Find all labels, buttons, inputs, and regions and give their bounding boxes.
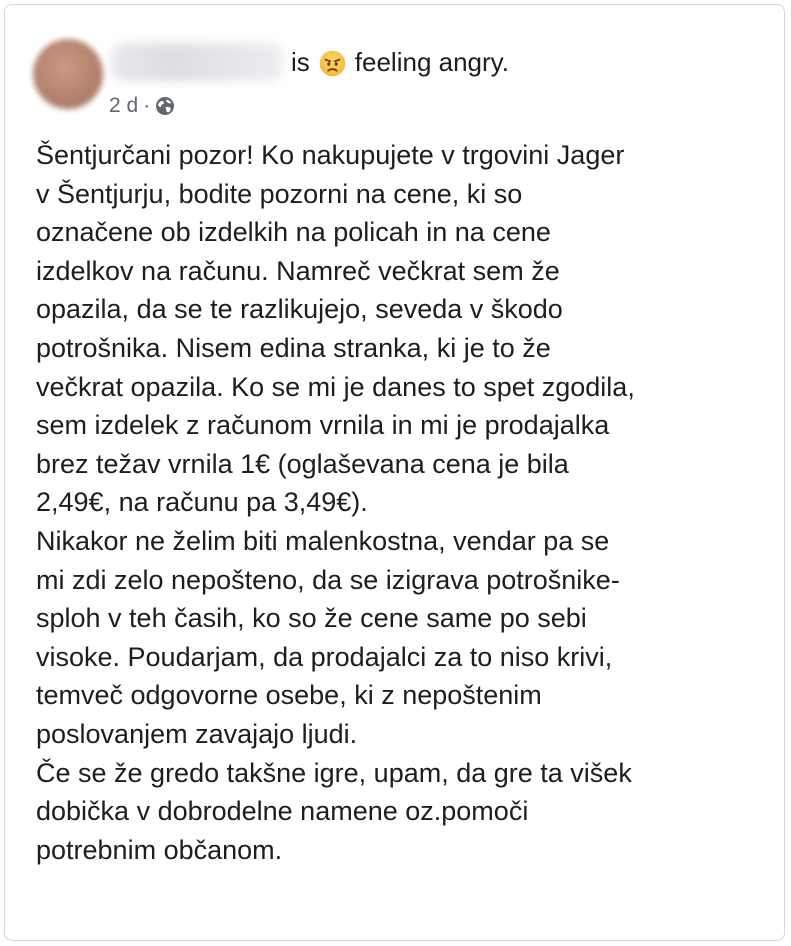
globe-icon[interactable] [155, 96, 175, 116]
post-text-line: Šentjurčani pozor! Ko nakupujete v trgovini Jager [36, 140, 625, 170]
post-timestamp[interactable]: 2 d [109, 94, 139, 117]
post-text-line: dobička v dobrodelne namene oz.pomoči [36, 796, 529, 827]
post-text-line: brez težav vrnila 1€ (oglaševana cena je bila [36, 448, 569, 479]
post-text-line: mi zdi zelo nepošteno, da se izigrava potrošnike- [36, 564, 620, 595]
angry-face-icon [319, 50, 346, 77]
post-card [4, 4, 785, 941]
post-text-line: potrebnim občanom. [36, 834, 283, 865]
post-meta [109, 93, 175, 119]
post-text-line: Če se že gredo takšne igre, upam, da gre ta višek [36, 757, 632, 788]
post-text-line: označene ob izdelkih na policah in na cene [36, 217, 551, 248]
post-text-line: Nikakor ne želim biti malenkostna, vendar pa se [36, 525, 610, 556]
meta-separator: · [143, 94, 151, 117]
post-text [36, 136, 776, 869]
post-text-line: sem izdelek z računom vrnila in mi je prodajalka [36, 410, 610, 441]
post-text-line: izdelkov na računu. Namreč večkrat sem že [36, 255, 560, 286]
feeling-text: feeling angry. [354, 47, 509, 77]
post-text-line: temveč odgovorne osebe, ki z nepoštenim [36, 680, 542, 711]
post-text-line: sploh v teh časih, ko so že cene same po sebi [36, 603, 587, 634]
feeling-status [291, 45, 509, 79]
status-prefix: is [291, 47, 310, 77]
post-text-line: večkrat opazila. Ko se mi je danes to spet zgodila, [36, 371, 635, 402]
post-text-line: opazila, da se te razlikujejo, seveda v škodo [36, 294, 563, 325]
post-text-line: potrošnika. Nisem edina stranka, ki je to že [36, 332, 551, 363]
author-name[interactable] [111, 43, 283, 81]
post-text-line: visoke. Poudarjam, da prodajalci za to niso krivi, [36, 641, 613, 672]
avatar[interactable] [33, 39, 103, 109]
post-text-line: poslovanjem zavajajo ljudi. [36, 718, 358, 749]
post-header [5, 5, 784, 135]
post-text-line: 2,49€, na računu pa 3,49€). [36, 487, 368, 518]
post-text-line: v Šentjurju, bodite pozorni na cene, ki so [36, 178, 523, 209]
